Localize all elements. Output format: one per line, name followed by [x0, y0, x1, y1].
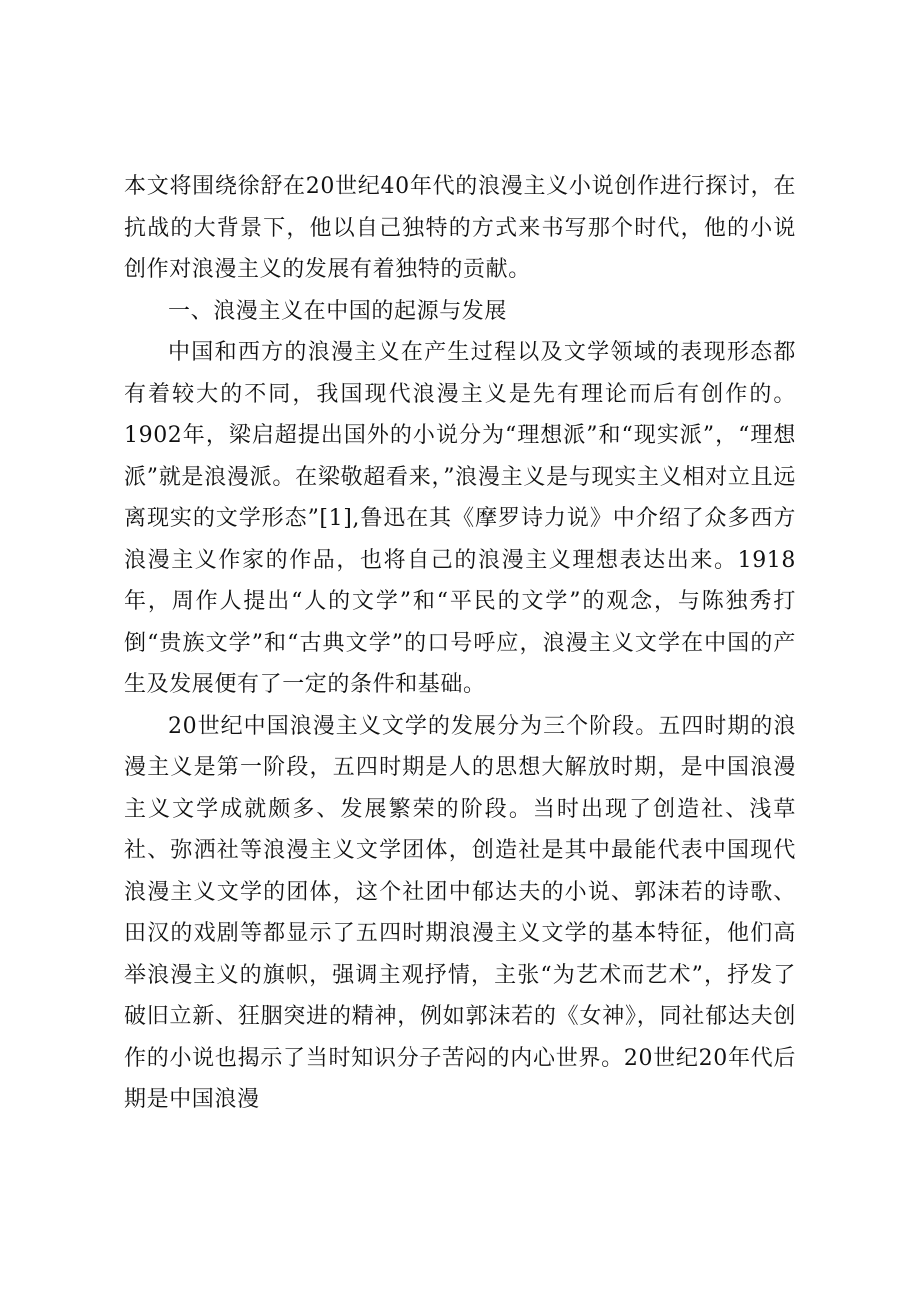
body-paragraph-stages: 20世纪中国浪漫主义文学的发展分为三个阶段。五四时期的浪漫主义是第一阶段，五四时期是人的思想大解放时期，是中国浪漫主义文学成就颇多、发展繁荣的阶段。当时出现了创造社、浅草社、弥洒社等浪漫主义文学团体，创造社是其中最能代表中国现代浪漫主义文学的团体，这个社团中郁达夫的小说、郭沫若的诗歌、田汉的戏剧等都显示了五四时期浪漫主义文学的基本特征，他们高举浪漫主义的旗帜，强调主观抒情，主张“为艺术而艺术”，抒发了破旧立新、狂胭突进的精神，例如郭沫若的《女神》，同社郁达夫创作的小说也揭示了当时知识分子苦闷的内心世界。20世纪20年代后期是中国浪漫: [124, 713, 796, 1112]
section-heading: 一、浪漫主义在中国的起源与发展: [168, 298, 508, 324]
intro-paragraph: 本文将围绕徐舒在20世纪40年代的浪漫主义小说创作进行探讨，在抗战的大背景下，他以自己独特的方式来书写那个时代，他的小说创作对浪漫主义的发展有着独特的贡献。: [124, 174, 796, 282]
body-paragraph-origins: 中国和西方的浪漫主义在产生过程以及文学领域的表现形态都有着较大的不同，我国现代浪漫主义是先有理论而后有创作的。1902年，梁启超提出国外的小说分为“理想派”和“现实派”，“理想派”就是浪漫派。在梁敬超看来，”浪漫主义是与现实主义相对立且远离现实的文学形态”[1],鲁迅在其《摩罗诗力说》中介绍了众多西方浪漫主义作家的作品，也将自己的浪漫主义理想表达出来。1918年，周作人提出“人的文学”和“平民的文学”的观念，与陈独秀打倒“贵族文学”和“古典文学”的口号呼应，浪漫主义文学在中国的产生及发展便有了一定的条件和基础。: [124, 340, 796, 697]
document-page: [124, 166, 796, 1121]
